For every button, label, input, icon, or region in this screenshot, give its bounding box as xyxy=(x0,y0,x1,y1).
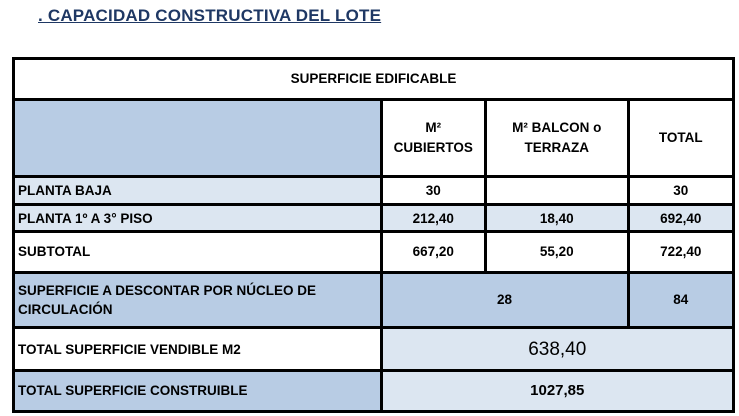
header-balcony xyxy=(487,101,627,175)
section-heading: . CAPACIDAD CONSTRUCTIVA DEL LOTE xyxy=(38,6,382,25)
row-covered: 667,20 xyxy=(383,233,484,271)
row-balcony xyxy=(487,178,627,203)
table-row xyxy=(15,233,732,271)
row-total: 722,40 xyxy=(630,233,732,271)
header-balcony-line1: M² BALCON o xyxy=(512,120,602,136)
header-covered-line2: CUBIERTOS xyxy=(393,139,473,155)
table-row xyxy=(15,178,732,203)
row-label: PLANTA BAJA xyxy=(15,178,380,203)
row-covered: 212,40 xyxy=(383,206,484,230)
deduct-value: 28 xyxy=(383,274,627,326)
surface-table-frame xyxy=(12,57,735,413)
header-total: TOTAL xyxy=(630,101,732,175)
deduct-total: 84 xyxy=(630,274,732,326)
table-row xyxy=(15,206,732,230)
row-total: 692,40 xyxy=(630,206,732,230)
row-covered: 30 xyxy=(383,178,484,203)
sellable-label: TOTAL SUPERFICIE VENDIBLE M2 xyxy=(15,329,380,369)
header-covered xyxy=(383,101,484,175)
row-total: 30 xyxy=(630,178,732,203)
row-balcony: 18,40 xyxy=(487,206,627,230)
header-empty-cell xyxy=(15,101,380,175)
table-row xyxy=(15,372,732,410)
buildable-label: TOTAL SUPERFICIE CONSTRUIBLE xyxy=(15,372,380,410)
surface-table xyxy=(12,57,735,413)
buildable-value: 1027,85 xyxy=(383,372,732,410)
row-label: PLANTA 1º A 3° PISO xyxy=(15,206,380,230)
table-title: SUPERFICIE EDIFICABLE xyxy=(15,60,732,98)
sellable-value: 638,40 xyxy=(383,329,732,369)
table-row xyxy=(15,329,732,369)
header-balcony-line2: TERRAZA xyxy=(524,139,589,155)
header-covered-line1: M² xyxy=(425,120,442,136)
deduct-label: SUPERFICIE A DESCONTAR POR NÚCLEO DE CIRCULACIÓN xyxy=(15,274,380,326)
row-label: SUBTOTAL xyxy=(15,233,380,271)
table-row xyxy=(15,274,732,326)
row-balcony: 55,20 xyxy=(487,233,627,271)
